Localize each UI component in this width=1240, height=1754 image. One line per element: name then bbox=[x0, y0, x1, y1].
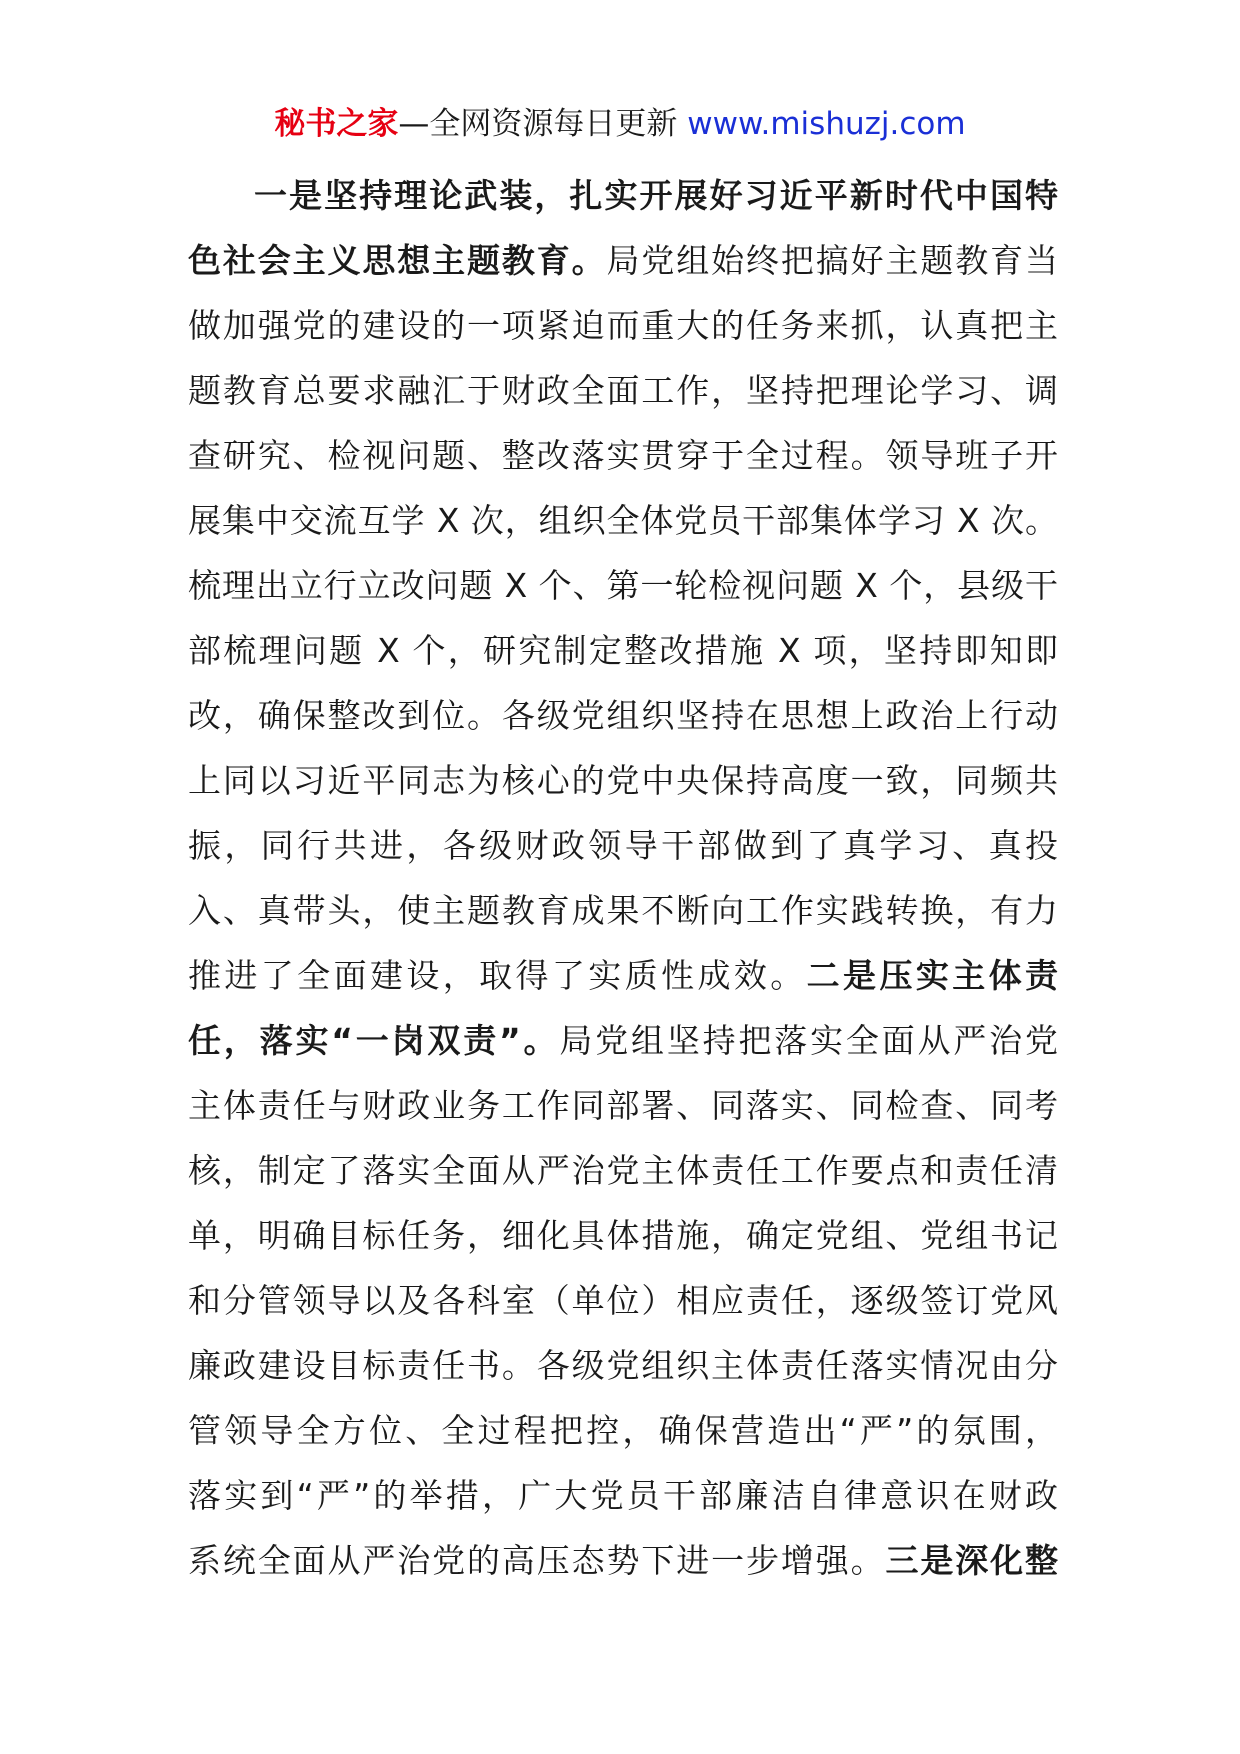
brand-name: 秘书之家 bbox=[274, 106, 399, 142]
body-text-segment: 入、真带头，使主题教育成果不断向工作实践转换，有力 bbox=[188, 891, 1058, 930]
body-text-segment: 部梳理问题 X 个，研究制定整改措施 X 项，坚持即知即 bbox=[188, 631, 1058, 670]
site-url-link[interactable]: www.mishuzj.com bbox=[687, 106, 966, 142]
body-text-segment: 梳理出立行立改问题 X 个、第一轮检视问题 X 个，县级干 bbox=[188, 566, 1058, 605]
paragraph-line bbox=[188, 553, 1058, 618]
body-text-segment: 查研究、检视问题、整改落实贯穿于全过程。领导班子开 bbox=[188, 436, 1058, 475]
body-text-segment: 管领导全方位、全过程把控，确保营造出“严”的氛围， bbox=[188, 1411, 1058, 1450]
paragraph-line bbox=[188, 1333, 1058, 1398]
paragraph-line bbox=[188, 683, 1058, 748]
body-text-segment: 主体责任与财政业务工作同部署、同落实、同检查、同考 bbox=[188, 1086, 1058, 1125]
body-text-segment: 推进了全面建设，取得了实质性成效。 bbox=[188, 956, 807, 995]
paragraph-line bbox=[188, 293, 1058, 358]
paragraph-line bbox=[188, 1463, 1058, 1528]
bold-heading-text: 三是深化整 bbox=[885, 1541, 1058, 1580]
body-text-segment: 落实到“严”的举措，广大党员干部廉洁自律意识在财政 bbox=[188, 1476, 1058, 1515]
body-text-segment: 振，同行共进，各级财政领导干部做到了真学习、真投 bbox=[188, 826, 1058, 865]
body-text-segment: 核，制定了落实全面从严治党主体责任工作要点和责任清 bbox=[188, 1151, 1058, 1190]
paragraph-line bbox=[188, 488, 1058, 553]
body-text-segment: 做加强党的建设的一项紧迫而重大的任务来抓，认真把主 bbox=[188, 306, 1058, 345]
body-text-segment: 廉政建设目标责任书。各级党组织主体责任落实情况由分 bbox=[188, 1346, 1058, 1385]
paragraph-line bbox=[188, 1398, 1058, 1463]
bold-heading-text: 任，落实“一岗双责”。 bbox=[188, 1021, 560, 1060]
paragraph-line bbox=[188, 1203, 1058, 1268]
body-text-segment: 改，确保整改到位。各级党组织坚持在思想上政治上行动 bbox=[188, 696, 1058, 735]
paragraph-line bbox=[188, 813, 1058, 878]
body-text-segment: 题教育总要求融汇于财政全面工作，坚持把理论学习、调 bbox=[188, 371, 1058, 410]
body-text-segment: 系统全面从严治党的高压态势下进一步增强。 bbox=[188, 1541, 886, 1580]
bold-heading-text: 色社会主义思想主题教育。 bbox=[188, 241, 607, 280]
header-tagline: —全网资源每日更新 bbox=[398, 106, 678, 142]
paragraph-line bbox=[188, 748, 1058, 813]
bold-heading-text: 二是压实主体责 bbox=[806, 956, 1058, 995]
paragraph-line bbox=[188, 228, 1058, 293]
paragraph-line bbox=[188, 878, 1058, 943]
body-text-segment: 和分管领导以及各科室（单位）相应责任，逐级签订党风 bbox=[188, 1281, 1058, 1320]
body-text-segment: 局党组坚持把落实全面从严治党 bbox=[559, 1021, 1058, 1060]
body-text-segment: 上同以习近平同志为核心的党中央保持高度一致，同频共 bbox=[188, 761, 1058, 800]
paragraph-line bbox=[188, 358, 1058, 423]
body-text-segment: 单，明确目标任务，细化具体措施，确定党组、党组书记 bbox=[188, 1216, 1058, 1255]
body-text-segment: 局党组始终把搞好主题教育当 bbox=[606, 241, 1058, 280]
paragraph-line bbox=[188, 1138, 1058, 1203]
paragraph-line bbox=[188, 1073, 1058, 1138]
paragraph-line bbox=[188, 1528, 1058, 1593]
page-header bbox=[0, 104, 1240, 144]
paragraph-line bbox=[188, 163, 1058, 228]
body-text-segment: 展集中交流互学 X 次，组织全体党员干部集体学习 X 次。 bbox=[188, 501, 1058, 540]
paragraph-line bbox=[188, 1008, 1058, 1073]
paragraph-line bbox=[188, 943, 1058, 1008]
paragraph-line bbox=[188, 423, 1058, 488]
bold-heading-text: 一是坚持理论武装，扎实开展好习近平新时代中国特 bbox=[254, 176, 1058, 215]
document-body bbox=[188, 163, 1058, 1593]
paragraph-line bbox=[188, 1268, 1058, 1333]
paragraph-line bbox=[188, 618, 1058, 683]
